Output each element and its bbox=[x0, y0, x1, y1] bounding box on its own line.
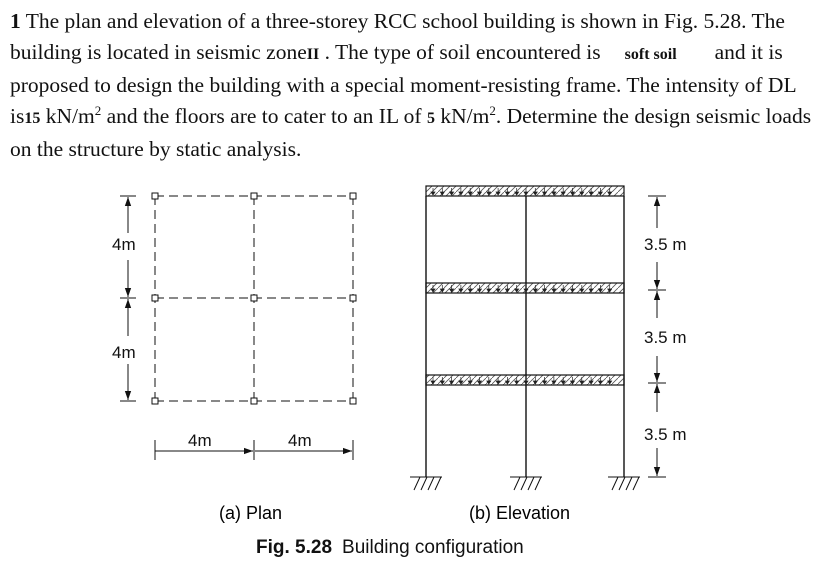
unit-superscript-2: 2 bbox=[489, 102, 496, 118]
figure-number: Fig. 5.28 bbox=[256, 537, 333, 558]
storey-height-1: 3.5 m bbox=[644, 235, 687, 254]
plan-view bbox=[120, 193, 356, 460]
problem-text-1: The plan and elevation of a three-storey RCC school building is shown in Fig. 5.28. The building is located in seismic zone bbox=[10, 9, 785, 64]
elevation-floor-slabs bbox=[426, 186, 624, 385]
plan-dim-vertical-2: 4m bbox=[112, 343, 136, 362]
plan-dim-vertical-1: 4m bbox=[112, 235, 136, 254]
storey-height-3: 3.5 m bbox=[644, 425, 687, 444]
elevation-view bbox=[410, 186, 666, 490]
seismic-zone-value: II bbox=[306, 46, 320, 63]
plan-dim-horizontal-1: 4m bbox=[188, 431, 212, 450]
storey-height-2: 3.5 m bbox=[644, 328, 687, 347]
figure-caption bbox=[256, 537, 524, 559]
figure-title: Building configuration bbox=[342, 537, 524, 558]
problem-text-6: kN/m bbox=[434, 104, 490, 128]
elevation-columns bbox=[426, 196, 624, 477]
problem-text-7: . Determine the design seismic loads on the structure by static analysis. bbox=[10, 104, 812, 161]
elevation-caption: (b) Elevation bbox=[469, 503, 571, 523]
elevation-supports bbox=[410, 477, 640, 490]
plan-horizontal-dimension bbox=[155, 440, 353, 460]
soil-type-value: soft soil bbox=[624, 46, 677, 63]
problem-text-5: and the floors are to cater to an IL of bbox=[101, 104, 422, 128]
unit-superscript-1: 2 bbox=[94, 102, 102, 118]
problem-number: 1 bbox=[10, 9, 21, 33]
dead-load-value: 15 bbox=[24, 110, 41, 127]
plan-vertical-dimension bbox=[120, 196, 136, 401]
problem-text-2: . The type of soil encountered is bbox=[319, 40, 601, 64]
imposed-load-value: 5 bbox=[426, 110, 435, 127]
plan-caption: (a) Plan bbox=[219, 503, 283, 523]
plan-dim-horizontal-2: 4m bbox=[288, 431, 312, 450]
problem-text-4: kN/m bbox=[40, 104, 95, 128]
problem-text-3: and it is proposed to design the building with a special moment-resisting frame. The intensity of DL is bbox=[10, 40, 796, 128]
